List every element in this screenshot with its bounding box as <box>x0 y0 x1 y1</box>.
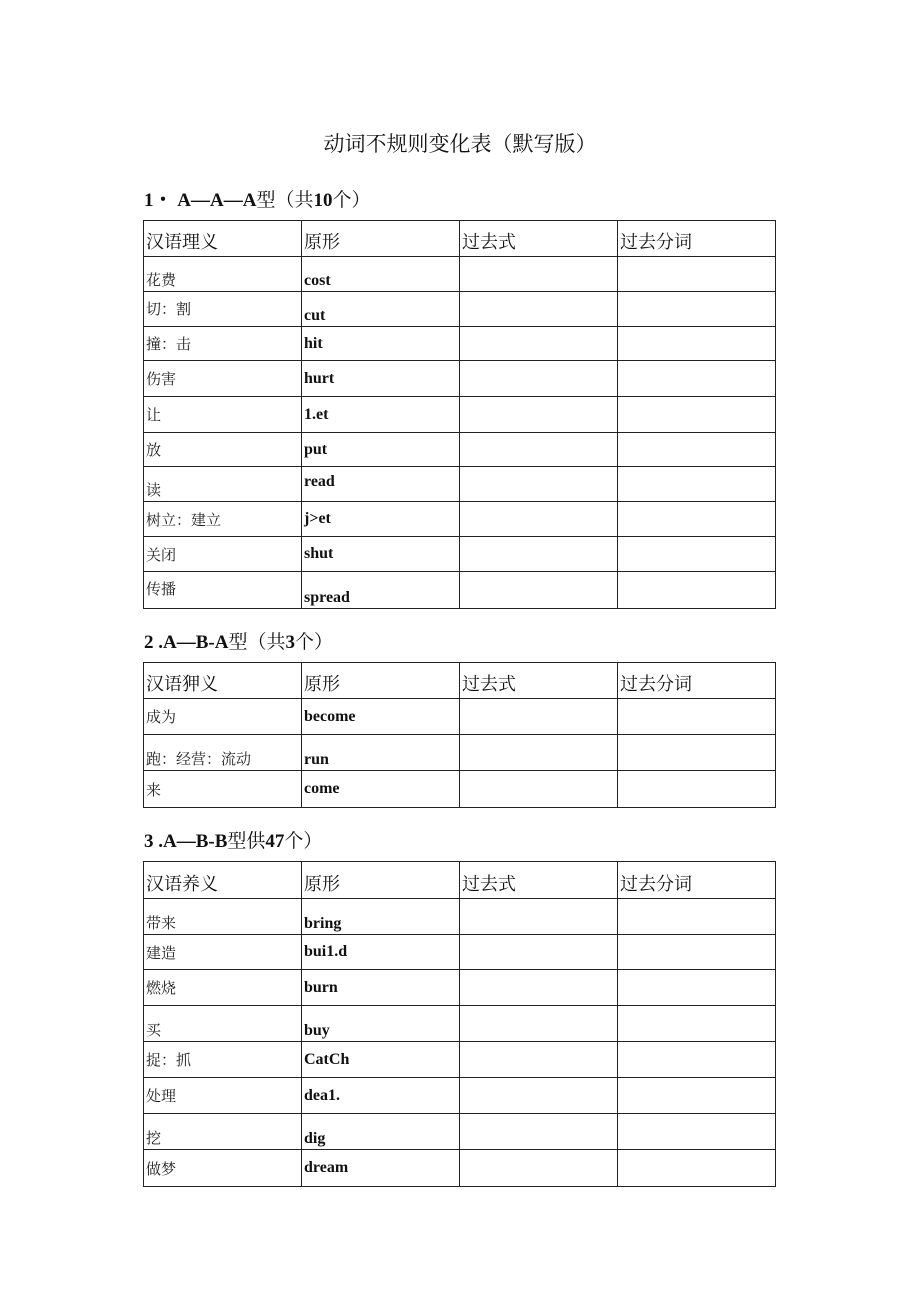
table-row <box>144 970 776 1006</box>
section-count-unit: 个） <box>294 631 333 653</box>
past-participle-input[interactable] <box>618 257 776 292</box>
meaning-cell: 成为 <box>144 699 302 735</box>
base-form-cell: cost <box>302 257 460 292</box>
meaning-cell: 读 <box>144 467 302 502</box>
meaning-cell: 跑：经营：流动 <box>144 735 302 771</box>
table-row <box>144 361 776 397</box>
base-form-cell: hurt <box>302 361 460 397</box>
meaning-cell: 建造 <box>144 935 302 970</box>
table-row <box>144 502 776 537</box>
base-form-cell: come <box>302 771 460 808</box>
past-participle-input[interactable] <box>618 572 776 609</box>
base-form-cell: spread <box>302 572 460 609</box>
table-row <box>144 327 776 361</box>
table-row <box>144 572 776 609</box>
header-base-form: 原形 <box>302 862 460 899</box>
base-form-cell: j>et <box>302 502 460 537</box>
table-row <box>144 735 776 771</box>
past-tense-input[interactable] <box>460 1006 618 1042</box>
table-row <box>144 537 776 572</box>
meaning-cell: 来 <box>144 771 302 808</box>
past-tense-input[interactable] <box>460 397 618 433</box>
page-title: 动词不规则变化表（默写版） <box>323 132 597 156</box>
base-form-cell: cut <box>302 292 460 327</box>
past-tense-input[interactable] <box>460 935 618 970</box>
section-pattern: .A—B-B <box>153 831 228 852</box>
table-row <box>144 1150 776 1187</box>
past-tense-input[interactable] <box>460 292 618 327</box>
base-form-cell: put <box>302 433 460 467</box>
header-base-form: 原形 <box>302 663 460 699</box>
header-past-participle: 过去分词 <box>618 862 776 899</box>
base-form-cell: read <box>302 467 460 502</box>
section-number: 2 <box>144 632 154 653</box>
table-row <box>144 292 776 327</box>
past-participle-input[interactable] <box>618 899 776 935</box>
meaning-cell: 树立：建立 <box>144 502 302 537</box>
base-form-cell: 1.et <box>302 397 460 433</box>
section-count-unit: 个） <box>284 830 323 852</box>
past-participle-input[interactable] <box>618 970 776 1006</box>
section-3-heading <box>144 826 322 853</box>
past-tense-input[interactable] <box>460 899 618 935</box>
section-number: 3 <box>144 831 154 852</box>
past-participle-input[interactable] <box>618 361 776 397</box>
header-past-participle: 过去分词 <box>618 221 776 257</box>
table-row <box>144 771 776 808</box>
header-meaning: 汉语理义 <box>144 221 302 257</box>
meaning-cell: 处理 <box>144 1078 302 1114</box>
verb-table-1 <box>143 220 776 609</box>
meaning-cell: 伤害 <box>144 361 302 397</box>
base-form-cell: hit <box>302 327 460 361</box>
past-participle-input[interactable] <box>618 771 776 808</box>
header-past-tense: 过去式 <box>460 862 618 899</box>
past-participle-input[interactable] <box>618 433 776 467</box>
past-tense-input[interactable] <box>460 502 618 537</box>
header-meaning: 汉语狎义 <box>144 663 302 699</box>
past-participle-input[interactable] <box>618 537 776 572</box>
base-form-cell: shut <box>302 537 460 572</box>
table-row <box>144 1042 776 1078</box>
header-past-tense: 过去式 <box>460 221 618 257</box>
meaning-cell: 挖 <box>144 1114 302 1150</box>
past-participle-input[interactable] <box>618 1114 776 1150</box>
past-participle-input[interactable] <box>618 502 776 537</box>
verb-table-3 <box>143 861 776 1187</box>
past-participle-input[interactable] <box>618 699 776 735</box>
section-count: 3 <box>285 632 295 653</box>
past-participle-input[interactable] <box>618 467 776 502</box>
past-tense-input[interactable] <box>460 467 618 502</box>
meaning-cell: 花费 <box>144 257 302 292</box>
base-form-cell: dream <box>302 1150 460 1187</box>
past-tense-input[interactable] <box>460 361 618 397</box>
past-participle-input[interactable] <box>618 1042 776 1078</box>
meaning-cell: 买 <box>144 1006 302 1042</box>
meaning-cell: 做梦 <box>144 1150 302 1187</box>
table-header-row <box>144 663 776 699</box>
past-participle-input[interactable] <box>618 292 776 327</box>
section-count: 10 <box>313 190 333 211</box>
past-tense-input[interactable] <box>460 771 618 808</box>
meaning-cell: 切：割 <box>144 292 302 327</box>
table-row <box>144 1006 776 1042</box>
base-form-cell: CatCh <box>302 1042 460 1078</box>
header-past-participle: 过去分词 <box>618 663 776 699</box>
table-row <box>144 699 776 735</box>
table-row <box>144 257 776 292</box>
meaning-cell: 带来 <box>144 899 302 935</box>
section-pattern: A—A—A <box>177 190 257 211</box>
table-row <box>144 899 776 935</box>
past-participle-input[interactable] <box>618 397 776 433</box>
past-tense-input[interactable] <box>460 735 618 771</box>
section-1-heading <box>144 185 370 212</box>
past-participle-input[interactable] <box>618 735 776 771</box>
header-past-tense: 过去式 <box>460 663 618 699</box>
base-form-cell: become <box>302 699 460 735</box>
past-tense-input[interactable] <box>460 1114 618 1150</box>
header-base-form: 原形 <box>302 221 460 257</box>
meaning-cell: 让 <box>144 397 302 433</box>
base-form-cell: burn <box>302 970 460 1006</box>
meaning-cell: 捉：抓 <box>144 1042 302 1078</box>
past-tense-input[interactable] <box>460 699 618 735</box>
table-row <box>144 467 776 502</box>
table-row <box>144 935 776 970</box>
section-count-unit: 个） <box>332 189 371 211</box>
base-form-cell: dea1. <box>302 1078 460 1114</box>
meaning-cell: 燃烧 <box>144 970 302 1006</box>
base-form-cell: bring <box>302 899 460 935</box>
section-count: 47 <box>265 831 285 852</box>
table-header-row <box>144 862 776 899</box>
meaning-cell: 关闭 <box>144 537 302 572</box>
base-form-cell: bui1.d <box>302 935 460 970</box>
past-participle-input[interactable] <box>618 1078 776 1114</box>
past-tense-input[interactable] <box>460 537 618 572</box>
past-participle-input[interactable] <box>618 327 776 361</box>
past-tense-input[interactable] <box>460 1078 618 1114</box>
base-form-cell: dig <box>302 1114 460 1150</box>
table-row <box>144 1078 776 1114</box>
table-row <box>144 1114 776 1150</box>
section-number: 1・ <box>144 190 173 211</box>
meaning-cell: 传播 <box>144 572 302 609</box>
past-tense-input[interactable] <box>460 572 618 609</box>
header-meaning: 汉语养义 <box>144 862 302 899</box>
past-tense-input[interactable] <box>460 257 618 292</box>
table-row <box>144 433 776 467</box>
past-tense-input[interactable] <box>460 327 618 361</box>
section-pattern: .A—B-A <box>153 632 229 653</box>
past-tense-input[interactable] <box>460 433 618 467</box>
past-participle-input[interactable] <box>618 1006 776 1042</box>
past-participle-input[interactable] <box>618 935 776 970</box>
section-type-label: 型（共 <box>256 189 314 211</box>
section-2-heading <box>144 627 333 654</box>
base-form-cell: buy <box>302 1006 460 1042</box>
section-type-label: 型（共 <box>228 631 286 653</box>
past-tense-input[interactable] <box>460 1042 618 1078</box>
table-header-row <box>144 221 776 257</box>
past-tense-input[interactable] <box>460 970 618 1006</box>
table-row <box>144 397 776 433</box>
verb-table-2 <box>143 662 776 808</box>
meaning-cell: 撞：击 <box>144 327 302 361</box>
base-form-cell: run <box>302 735 460 771</box>
meaning-cell: 放 <box>144 433 302 467</box>
past-tense-input[interactable] <box>460 1150 618 1187</box>
past-participle-input[interactable] <box>618 1150 776 1187</box>
section-type-label: 型供 <box>227 830 266 852</box>
